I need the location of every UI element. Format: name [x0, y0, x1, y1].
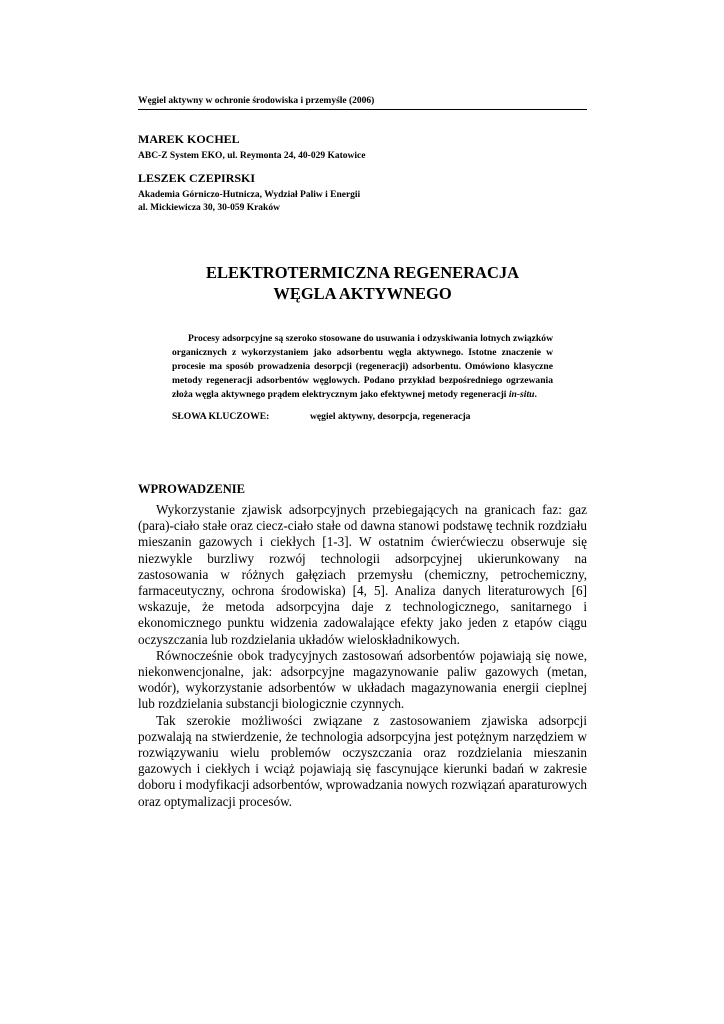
- paragraph: Tak szerokie możliwości związane z zastosowaniem zjawiska adsorpcji pozwalają na stwierdzenie, że technologia adsorpcyjna jest potężnym narzędziem w rozwiązywaniu wielu problemów oczyszczania oraz rozdzielania mieszanin gazowych i ciekłych i wciąż pojawiają się fascynujące kierunki badań w zakresie doboru i modyfikacji adsorbentów, wprowadzania nowych rozwiązań aparaturowych oraz optymalizacji procesów.: [138, 712, 587, 809]
- affiliation-line: al. Mickiewicza 30, 30-059 Kraków: [138, 203, 280, 213]
- abstract-text: Procesy adsorpcyjne są szeroko stosowane do usuwania i odzyskiwania lotnych związków organicznych z wykorzystaniem jako adsorbentu węgla aktywnego. Istotne znaczenie w procesie ma sposób prowadzenia desorpcji (regeneracji) adsorbentu. Omówiono klasyczne metody regeneracji adsorbentów węglowych. Podano przykład bezpośredniego ogrzewania złoża węgla aktywnego prądem elektrycznym jako efektywnej metody regeneracji: [172, 333, 553, 400]
- keywords-value: węgiel aktywny, desorpcja, regeneracja: [310, 411, 471, 422]
- section-heading: WPROWADZENIE: [138, 482, 245, 496]
- section-body: [138, 502, 587, 810]
- title-line: ELEKTROTERMICZNA REGENERACJA: [205, 263, 520, 282]
- running-head: Węgiel aktywny w ochronie środowiska i przemyśle (2006): [138, 96, 587, 110]
- paper-title: [138, 262, 587, 304]
- keywords: [172, 411, 553, 422]
- author-2: [138, 171, 587, 215]
- affiliation-line: Akademia Górniczo-Hutnicza, Wydział Paliw i Energii: [138, 190, 361, 200]
- paragraph: Wykorzystanie zjawisk adsorpcyjnych przebiegających na granicach faz: gaz (para)-ciało stałe oraz ciecz-ciało stałe od dawna stanowi podstawę technik rozdziału mieszanin gazowych i ciekłych [1-3]. W ostatnim ćwierćwieczu obserwuje się niezwykle burzliwy rozwój technologii adsorpcyjnej ukierunkowany na zastosowania w różnych gałęziach przemysłu (chemiczny, petrochemiczny, farmaceutyczny, ochrona środowiska) [4, 5]. Analiza danych literaturowych [6] wskazuje, że metoda adsorpcyjna daje z technologicznego, sanitarnego i ekonomicznego punktu widzenia zadowalające efekty jako jeden z etapów ciągu oczyszczania lub rozdzielania układów wieloskładnikowych.: [138, 502, 587, 647]
- author-name: LESZEK CZEPIRSKI: [138, 171, 256, 185]
- abstract: [172, 332, 553, 402]
- title-line: WĘGLA AKTYWNEGO: [273, 284, 452, 303]
- keywords-label: SŁOWA KLUCZOWE:: [172, 411, 270, 422]
- author-1: [138, 132, 587, 163]
- author-name: MAREK KOCHEL: [138, 132, 240, 146]
- author-affiliation: [138, 189, 587, 215]
- abstract-italic: in-situ: [508, 389, 535, 400]
- author-affiliation: ABC-Z System EKO, ul. Reymonta 24, 40-029 Katowice: [138, 151, 366, 161]
- paragraph: Równocześnie obok tradycyjnych zastosowań adsorbentów pojawiają się nowe, niekonwencjonalne, jak: adsorpcyjne magazynowanie paliw gazowych (metan, wodór), wykorzystanie adsorbentów w układach magazynowania energii cieplnej lub rozdzielania substancji biologicznie czynnych.: [138, 647, 587, 712]
- abstract-end: .: [534, 389, 537, 400]
